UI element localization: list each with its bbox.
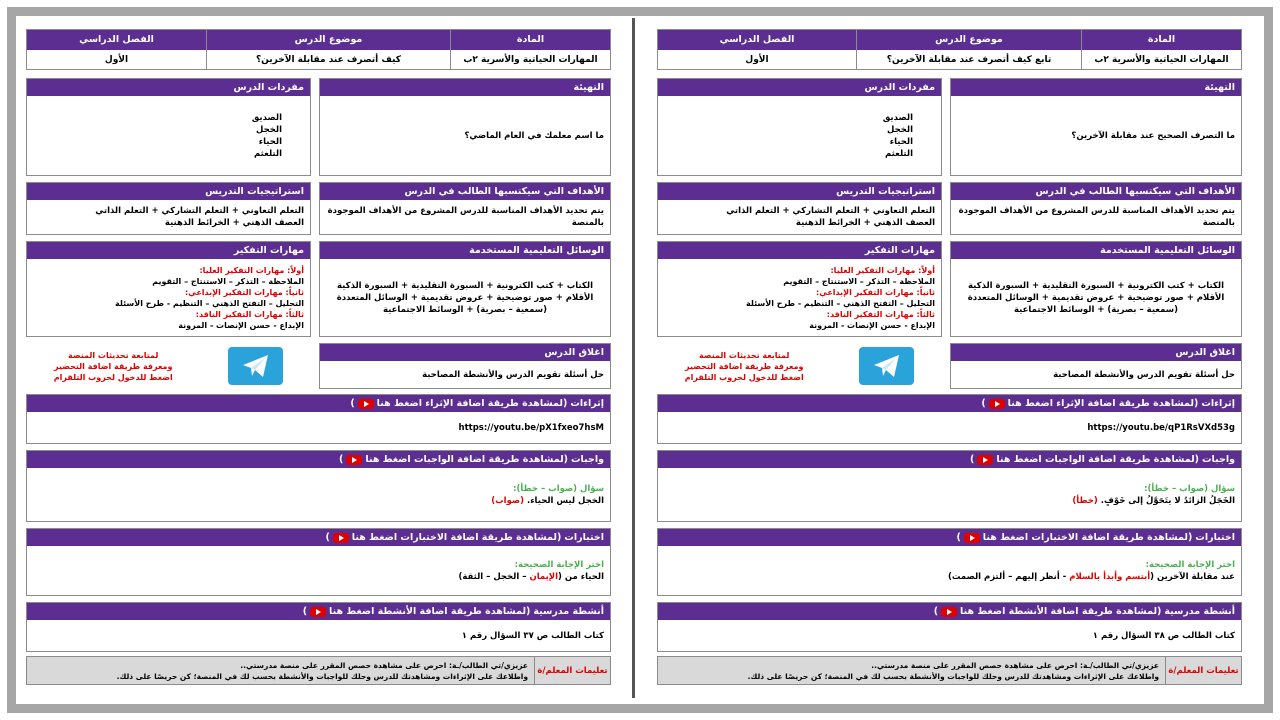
- youtube-play-icon[interactable]: [358, 399, 374, 409]
- lesson-plan-page-right: [657, 29, 1242, 685]
- semester-value: الأول: [104, 55, 129, 65]
- thinking-line: الملاحظة – التذكر – الاستنتاج – التقويم: [152, 276, 304, 286]
- telegram-paper-plane-icon[interactable]: [859, 347, 914, 385]
- semester-column: [658, 30, 856, 69]
- homework-title: واجبات: [1202, 454, 1235, 465]
- homework-content: [658, 468, 1241, 521]
- vocab-header: مفردات الدرس: [27, 79, 310, 96]
- test-answer: الإيمان: [529, 571, 559, 582]
- strategies-text: [27, 200, 310, 234]
- tests-title: اختبارات: [1195, 532, 1235, 543]
- homework-question: [664, 495, 1235, 507]
- topic-header: موضوع الدرس: [857, 30, 1081, 50]
- promo-line: ومعرفة طريقة اضافة التحضير: [685, 361, 804, 371]
- homework-help-link[interactable]: (لمشاهدة طريقة اضافة الواجبات اضغط هنا: [365, 454, 568, 465]
- tests-link-close: ): [956, 532, 961, 543]
- homework-question-type: سؤال (صواب – خطأ):: [1144, 483, 1235, 494]
- enrichment-box: [657, 394, 1242, 444]
- homework-question-type: سؤال (صواب – خطأ):: [513, 483, 604, 494]
- telegram-promo-text: [685, 350, 804, 383]
- subject-column: [450, 30, 610, 69]
- closing-box: [319, 343, 611, 389]
- teacher-notes: [26, 656, 611, 685]
- homework-title: واجبات: [571, 454, 604, 465]
- aids-box: [319, 241, 611, 337]
- thinking-text: [27, 259, 310, 336]
- objectives-header: الأهداف التي سيكتسبها الطالب في الدرس: [320, 183, 610, 200]
- enrichment-url[interactable]: https://youtu.be/pX1fxeo7hsM: [458, 422, 604, 433]
- warmup-box: [319, 78, 611, 176]
- aids-header: الوسائل التعليمية المستخدمة: [320, 242, 610, 259]
- enrichment-help-link[interactable]: (لمشاهدة طريقة اضافة الإثراء اضغط هنا: [376, 398, 568, 409]
- activities-link-close: ): [933, 606, 939, 617]
- vocab-item: الحياء: [258, 136, 282, 147]
- activities-text: كتاب الطالب ص ٣٨ السؤال رقم ١: [1092, 630, 1235, 641]
- youtube-play-icon[interactable]: [977, 455, 993, 465]
- semester-header: الفصل الدراسي: [658, 30, 856, 50]
- strategies-line: العصف الذهني + الخرائط الذهنية: [795, 218, 935, 228]
- vocab-list: [658, 96, 941, 175]
- activities-help-link[interactable]: (لمشاهدة طريقة اضافة الأنشطة اضغط هنا: [960, 606, 1162, 617]
- aids-header: الوسائل التعليمية المستخدمة: [951, 242, 1241, 259]
- objectives-text: يتم تحديد الأهداف المناسبة للدرس المشروع من الأهداف الموجودة بالمنصة: [958, 206, 1235, 228]
- notes-line: عزيزي/تي الطالب/ـة: احرص على مشاهدة حصص المقرر على منصة مدرستي..: [871, 661, 1159, 670]
- tests-box: [657, 528, 1242, 596]
- aids-text: [951, 259, 1241, 336]
- tests-header: [27, 529, 610, 546]
- homework-box: [657, 450, 1242, 522]
- promo-line: لمتابعة تحديثات المنصة: [699, 350, 790, 360]
- warmup-text: ما اسم معلمك في العام الماضي؟: [464, 130, 604, 141]
- teacher-notes: [657, 656, 1242, 685]
- semester-header: الفصل الدراسي: [27, 30, 206, 50]
- youtube-play-icon[interactable]: [310, 607, 326, 617]
- notes-line: عزيزي/تي الطالب/ـة: احرص على مشاهدة حصص المقرر على منصة مدرستي..: [240, 661, 528, 670]
- tests-title: اختبارات: [564, 532, 604, 543]
- test-options: - أنظر إليهم – ألتزم الصمت): [948, 571, 1070, 582]
- activities-header: [27, 603, 610, 620]
- thinking-header: مهارات التفكير: [27, 242, 310, 259]
- thinking-line: الملاحظة – التذكر – الاستنتاج – التقويم: [783, 276, 935, 286]
- strategies-line: التعلم التعاوني + التعلم التشاركي + التعلم الذاتي: [726, 206, 935, 216]
- tests-content: [658, 546, 1241, 595]
- thinking-heading: ثانياً: مهارات التفكير الإبداعي:: [185, 287, 304, 297]
- topic-value: كيف أتصرف عند مقابلة الآخرين؟: [255, 55, 402, 65]
- enrichment-link-close: ): [981, 398, 986, 409]
- strategies-box: [657, 182, 942, 235]
- activities-text: كتاب الطالب ص ٣٧ السؤال رقم ١: [461, 630, 604, 641]
- enrichment-header: [658, 395, 1241, 412]
- homework-answer: (صواب): [491, 495, 525, 506]
- warmup-text: ما التصرف الصحيح عند مقابلة الآخرين؟: [1071, 130, 1235, 141]
- homework-answer: (خطأ): [1072, 495, 1098, 506]
- aids-line: (سمعية – بصرية) + الوسائط الاجتماعية: [382, 304, 548, 315]
- vocab-item: الصديق: [251, 112, 282, 123]
- page-divider: [632, 18, 635, 698]
- enrichment-title: إثراءات: [1201, 398, 1235, 409]
- test-stem: عند مقابلة الآخرين (: [1150, 571, 1235, 582]
- closing-text: حل أسئلة تقويم الدرس والأنشطة المصاحبة: [1053, 369, 1235, 380]
- aids-line: الكتاب + كتب الكترونية + السبورة التقليدية + السبورة الذكية: [968, 280, 1224, 291]
- aids-box: [950, 241, 1242, 337]
- teacher-notes-text: [27, 657, 534, 684]
- thinking-heading: أولاً: مهارات التفكير العليا:: [199, 265, 304, 275]
- activities-title: أنشطة مدرسية: [1164, 606, 1235, 617]
- homework-help-link[interactable]: (لمشاهدة طريقة اضافة الواجبات اضغط هنا: [996, 454, 1199, 465]
- subject-header: المادة: [451, 30, 610, 50]
- tests-link-close: ): [325, 532, 330, 543]
- subject-header: المادة: [1082, 30, 1241, 50]
- promo-line: ومعرفة طريقة اضافة التحضير: [54, 361, 173, 371]
- enrichment-box: [26, 394, 611, 444]
- thinking-box: [657, 241, 942, 337]
- tests-header: [658, 529, 1241, 546]
- homework-question: [33, 495, 604, 507]
- topic-column: [856, 30, 1081, 69]
- thinking-line: التحليل – التفتح الذهني – التنظيم - طرح الأسئلة: [115, 298, 304, 308]
- lesson-info-table: [26, 29, 611, 70]
- strategies-box: [26, 182, 311, 235]
- tests-help-link[interactable]: (لمشاهدة طريقة اضافة الاختبارات اضغط هنا: [982, 532, 1193, 543]
- thinking-line: الإبداع - حسن الإنصات - المرونة: [809, 320, 935, 330]
- test-options: – الخجل – الثقة): [458, 571, 530, 582]
- youtube-play-icon[interactable]: [346, 455, 362, 465]
- activities-box: [657, 602, 1242, 652]
- homework-header: [658, 451, 1241, 468]
- vocab-item: التلعثم: [885, 148, 913, 159]
- aids-text: [320, 259, 610, 336]
- promo-line: اضغط للدخول لجروب التلقرام: [684, 372, 804, 382]
- promo-line: اضغط للدخول لجروب التلقرام: [53, 372, 173, 382]
- objectives-header: الأهداف التي سيكتسبها الطالب في الدرس: [951, 183, 1241, 200]
- homework-header: [27, 451, 610, 468]
- homework-statement: الخجل ليس الحياء.: [526, 495, 604, 506]
- telegram-promo[interactable]: [26, 343, 311, 389]
- warmup-box: [950, 78, 1242, 176]
- topic-header: موضوع الدرس: [207, 30, 450, 50]
- enrichment-url[interactable]: https://youtu.be/qP1RsVXd53g: [1087, 422, 1235, 433]
- tests-help-link[interactable]: (لمشاهدة طريقة اضافة الاختبارات اضغط هنا: [351, 532, 562, 543]
- thinking-heading: ثالثاً: مهارات التفكير الناقد:: [195, 309, 304, 319]
- objectives-box: [319, 182, 611, 235]
- homework-statement: الخَجَلُ الزائدُ لا يتَحَوَّلُ إلى خَوْفٍ.: [1100, 495, 1235, 506]
- lesson-info-table: [657, 29, 1242, 70]
- objectives-box: [950, 182, 1242, 235]
- tests-question-type: اختر الإجابة الصحيحة:: [1145, 559, 1235, 570]
- enrichment-link-close: ): [350, 398, 355, 409]
- telegram-promo[interactable]: [657, 343, 942, 389]
- aids-line: الأقلام + صور توضيحية + عروض تقديمية + الوسائل المتعددة: [967, 292, 1225, 303]
- enrichment-header: [27, 395, 610, 412]
- thinking-heading: ثالثاً: مهارات التفكير الناقد:: [826, 309, 935, 319]
- thinking-line: الإبداع - حسن الإنصات - المرونة: [178, 320, 304, 330]
- warmup-header: التهيئة: [951, 79, 1241, 96]
- enrichment-content: [27, 412, 610, 443]
- tests-question: [664, 571, 1235, 583]
- vocab-item: الخجل: [887, 124, 913, 135]
- thinking-line: التحليل – التفتح الذهني – التنظيم - طرح الأسئلة: [746, 298, 935, 308]
- thinking-header: مهارات التفكير: [658, 242, 941, 259]
- teacher-notes-label: تعليمات المعلم/ة: [1165, 657, 1241, 684]
- strategies-line: التعلم التعاوني + التعلم التشاركي + التعلم الذاتي: [95, 206, 304, 216]
- youtube-play-icon[interactable]: [989, 399, 1005, 409]
- telegram-promo-text: [54, 350, 173, 383]
- strategies-header: استراتيجيات التدريس: [27, 183, 310, 200]
- thinking-text: [658, 259, 941, 336]
- activities-title: أنشطة مدرسية: [533, 606, 604, 617]
- thinking-heading: أولاً: مهارات التفكير العليا:: [830, 265, 935, 275]
- subject-column: [1081, 30, 1241, 69]
- tests-content: [27, 546, 610, 595]
- homework-content: [27, 468, 610, 521]
- closing-box: [950, 343, 1242, 389]
- aids-line: (سمعية – بصرية) + الوسائط الاجتماعية: [1013, 304, 1179, 315]
- test-stem: الحياء من (: [558, 571, 604, 582]
- notes-line: واطلاعك على الإثراءات ومشاهدتك للدرس وحلك للواجبات والأنشطة بحسب لك في المنصة؛ كن حريصًا على ذلك.: [747, 672, 1159, 681]
- notes-line: واطلاعك على الإثراءات ومشاهدتك للدرس وحلك للواجبات والأنشطة بحسب لك في المنصة؛ كن حريصًا على ذلك.: [116, 672, 528, 681]
- vocab-list: [27, 96, 310, 175]
- aids-line: الأقلام + صور توضيحية + عروض تقديمية + الوسائل المتعددة: [336, 292, 594, 303]
- closing-text: حل أسئلة تقويم الدرس والأنشطة المصاحبة: [422, 369, 604, 380]
- promo-line: لمتابعة تحديثات المنصة: [68, 350, 159, 360]
- topic-value: تابع كيف أتصرف عند مقابلة الآخرين؟: [886, 55, 1052, 65]
- lesson-plan-page-left: [26, 29, 611, 685]
- vocab-item: الحياء: [889, 136, 913, 147]
- youtube-play-icon[interactable]: [333, 533, 349, 543]
- strategies-header: استراتيجيات التدريس: [658, 183, 941, 200]
- vocab-header: مفردات الدرس: [658, 79, 941, 96]
- test-answer: أبتسم وأبدأ بالسلام: [1069, 571, 1151, 582]
- enrichment-help-link[interactable]: (لمشاهدة طريقة اضافة الإثراء اضغط هنا: [1007, 398, 1199, 409]
- thinking-box: [26, 241, 311, 337]
- vocab-box: [657, 78, 942, 176]
- objectives-text: يتم تحديد الأهداف المناسبة للدرس المشروع من الأهداف الموجودة بالمنصة: [327, 206, 604, 228]
- closing-header: اغلاق الدرس: [951, 344, 1241, 361]
- activities-box: [26, 602, 611, 652]
- vocab-item: التلعثم: [254, 148, 282, 159]
- vocab-item: الخجل: [256, 124, 282, 135]
- tests-question-type: اختر الإجابة الصحيحة:: [514, 559, 604, 570]
- homework-link-close: ): [339, 454, 344, 465]
- warmup-header: التهيئة: [320, 79, 610, 96]
- teacher-notes-label: تعليمات المعلم/ة: [534, 657, 610, 684]
- tests-box: [26, 528, 611, 596]
- topic-column: [206, 30, 450, 69]
- aids-line: الكتاب + كتب الكترونية + السبورة التقليدية + السبورة الذكية: [337, 280, 593, 291]
- activities-help-link[interactable]: (لمشاهدة طريقة اضافة الأنشطة اضغط هنا: [329, 606, 531, 617]
- tests-question: [33, 571, 604, 583]
- telegram-paper-plane-icon[interactable]: [228, 347, 283, 385]
- vocab-item: الصديق: [882, 112, 913, 123]
- activities-link-close: ): [302, 606, 308, 617]
- vocab-box: [26, 78, 311, 176]
- thinking-heading: ثانياً: مهارات التفكير الإبداعي:: [816, 287, 935, 297]
- homework-box: [26, 450, 611, 522]
- homework-link-close: ): [970, 454, 975, 465]
- enrichment-content: [658, 412, 1241, 443]
- strategies-text: [658, 200, 941, 234]
- semester-column: [27, 30, 206, 69]
- enrichment-title: إثراءات: [570, 398, 604, 409]
- youtube-play-icon[interactable]: [941, 607, 957, 617]
- strategies-line: العصف الذهني + الخرائط الذهنية: [164, 218, 304, 228]
- subject-value: المهارات الحياتية والأسرية ٢ب: [463, 55, 598, 65]
- youtube-play-icon[interactable]: [964, 533, 980, 543]
- activities-header: [658, 603, 1241, 620]
- subject-value: المهارات الحياتية والأسرية ٢ب: [1094, 55, 1229, 65]
- teacher-notes-text: [658, 657, 1165, 684]
- semester-value: الأول: [745, 55, 769, 65]
- closing-header: اغلاق الدرس: [320, 344, 610, 361]
